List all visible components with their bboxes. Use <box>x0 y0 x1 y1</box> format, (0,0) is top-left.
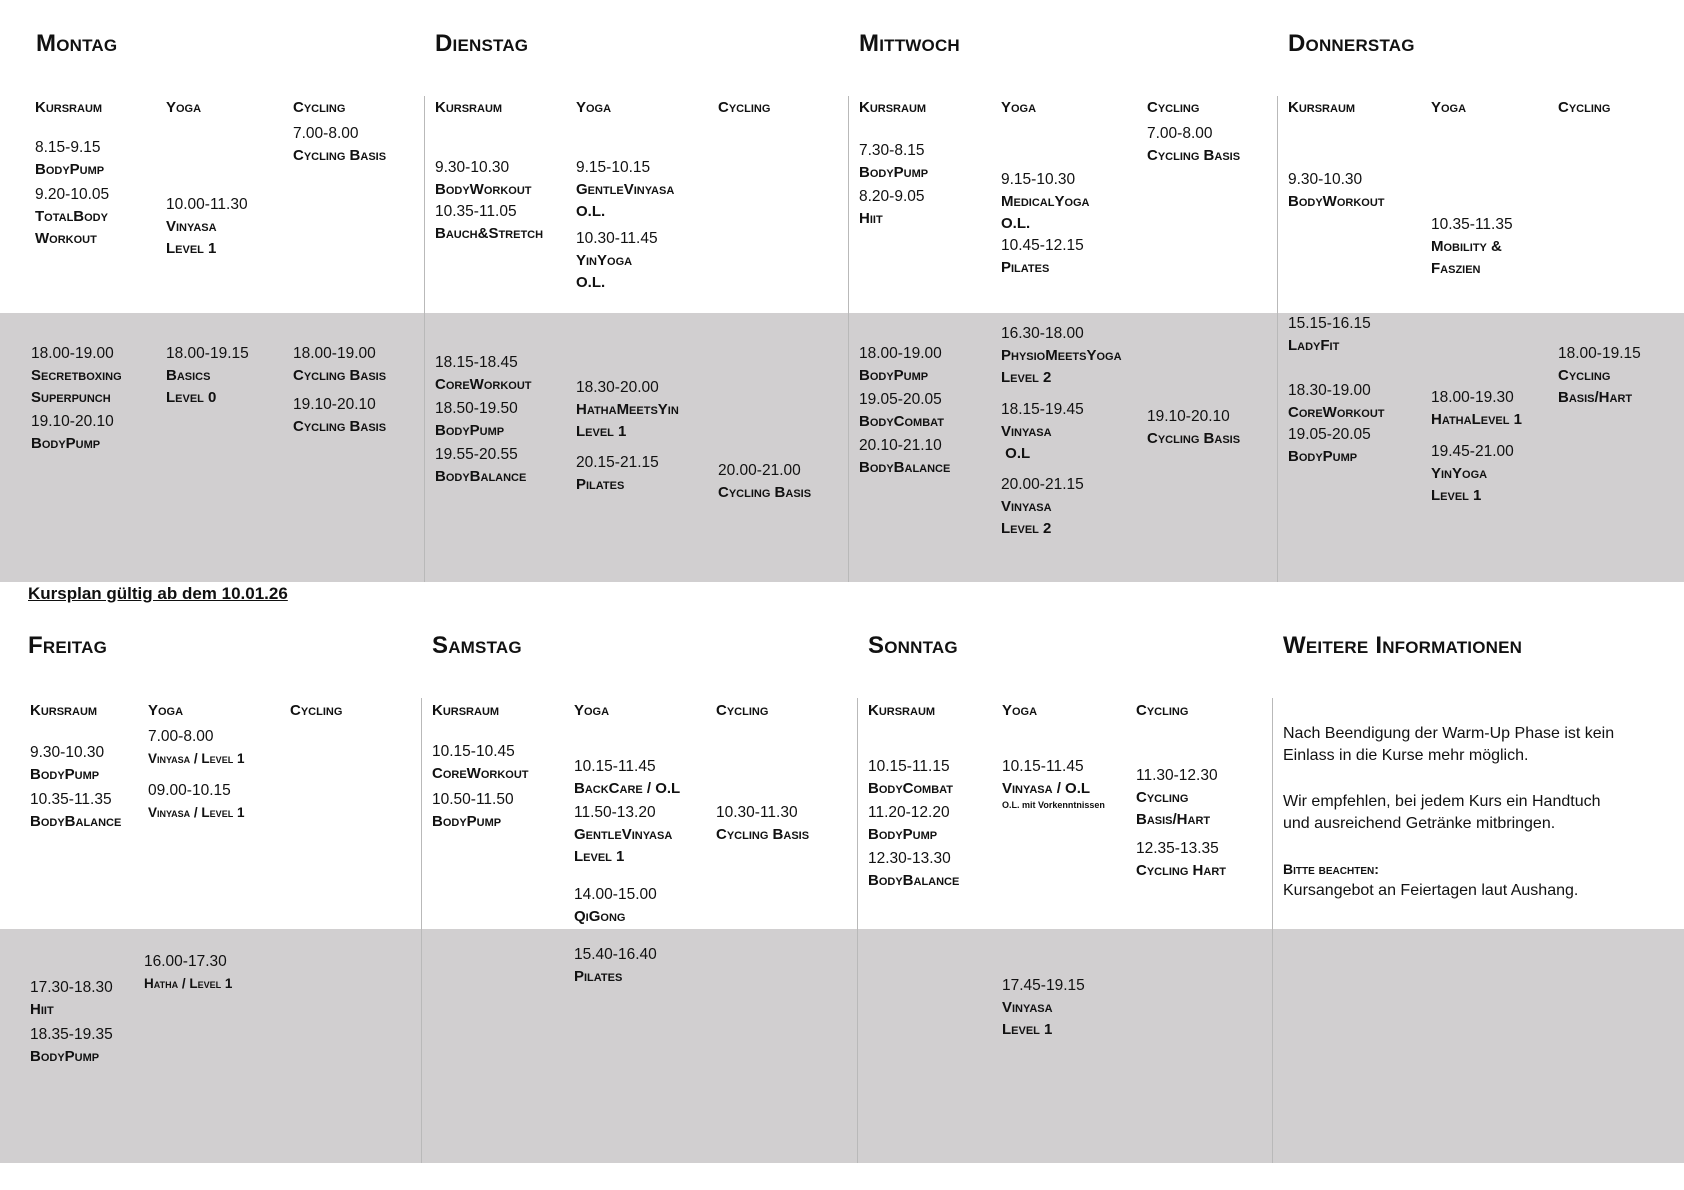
class-entry: 7.00-8.00 Cycling Basis <box>1147 125 1241 164</box>
column-header-kursraum: Kursraum <box>435 99 503 116</box>
class-entry: 10.35-11.05 Bauch&Stretch <box>435 203 544 242</box>
info-note-text: Kursangebot an Feiertagen laut Aushang. <box>1283 882 1579 899</box>
info-note-label: Bitte beachten: <box>1283 861 1379 877</box>
column-header-cycling: Cycling <box>718 99 771 116</box>
class-entry: 10.50-11.50 BodyPump <box>432 791 514 830</box>
class-entry: 18.15-19.45 Vinyasa O.L <box>1001 401 1084 462</box>
column-header-yoga: Yoga <box>1431 99 1467 116</box>
class-entry: 18.30-20.00 HathaMeetsYin Level 1 <box>576 379 679 440</box>
class-entry: 11.30-12.30 Cycling Basis/Hart <box>1136 767 1218 828</box>
class-entry: 7.00-8.00 Cycling Basis <box>293 125 387 164</box>
info-title: Weitere Informationen <box>1283 632 1523 659</box>
day-title-dienstag: Dienstag <box>435 30 529 57</box>
info-line: Wir empfehlen, bei jedem Kurs ein Handtuch <box>1283 793 1601 810</box>
day-title-mittwoch: Mittwoch <box>859 30 960 57</box>
column-header-kursraum: Kursraum <box>35 99 103 116</box>
class-entry: 8.15-9.15 BodyPump <box>35 139 105 178</box>
info-note <box>1283 858 1578 902</box>
class-entry: 19.10-20.10 Cycling Basis <box>1147 408 1241 447</box>
class-entry: 10.00-11.30 Vinyasa Level 1 <box>166 196 248 257</box>
class-entry: 9.20-10.05 TotalBody Workout <box>35 186 110 247</box>
day-title-freitag: Freitag <box>28 632 108 659</box>
class-entry: 15.15-16.15 LadyFit <box>1288 315 1371 354</box>
class-entry: 7.00-8.00 Vinyasa / Level 1 <box>148 728 245 766</box>
class-entry: 18.15-18.45 CoreWorkout <box>435 354 532 393</box>
class-entry: 19.10-20.10 BodyPump <box>31 413 114 452</box>
class-entry: 18.50-19.50 BodyPump <box>435 400 518 439</box>
class-entry: 18.00-19.30 HathaLevel 1 <box>1431 389 1522 428</box>
column-header-cycling: Cycling <box>1147 99 1200 116</box>
class-entry: 16.30-18.00 PhysioMeetsYoga Level 2 <box>1001 325 1122 386</box>
class-entry: 20.15-21.15 Pilates <box>576 454 659 493</box>
column-header-cycling: Cycling <box>1558 99 1611 116</box>
class-entry: 17.30-18.30 Hiit <box>30 979 113 1018</box>
column-header-kursraum: Kursraum <box>432 702 500 719</box>
class-entry: 20.00-21.00 Cycling Basis <box>718 462 812 501</box>
class-entry: 10.15-10.45 CoreWorkout <box>432 743 529 782</box>
class-entry: 9.15-10.15 GentleVinyasa O.L. <box>576 159 675 220</box>
class-entry: 18.00-19.00 Secretboxing Superpunch <box>31 345 122 406</box>
class-entry: 10.45-12.15 Pilates <box>1001 237 1084 276</box>
column-header-yoga: Yoga <box>166 99 202 116</box>
day-title-sonntag: Sonntag <box>868 632 958 659</box>
day-title-montag: Montag <box>36 30 118 57</box>
day-title-donnerstag: Donnerstag <box>1288 30 1415 57</box>
class-entry: 19.05-20.05 BodyPump <box>1288 426 1371 465</box>
class-entry: 10.35-11.35 BodyBalance <box>30 791 122 830</box>
info-paragraph-warmup <box>1283 723 1614 767</box>
class-entry: 9.15-10.30 MedicalYoga O.L. <box>1001 171 1090 232</box>
divider <box>421 698 422 1163</box>
class-entry: 11.20-12.20 BodyPump <box>868 804 950 843</box>
class-entry: 9.30-10.30 BodyWorkout <box>1288 171 1385 210</box>
class-entry: 12.35-13.35 Cycling Hart <box>1136 840 1226 879</box>
info-line: Einlass in die Kurse mehr möglich. <box>1283 747 1529 764</box>
divider <box>424 96 425 582</box>
column-header-yoga: Yoga <box>1001 99 1037 116</box>
info-line: und ausreichend Getränke mitbringen. <box>1283 815 1556 832</box>
info-paragraph-towel <box>1283 791 1601 835</box>
class-entry: 19.10-20.10 Cycling Basis <box>293 396 387 435</box>
class-entry: 9.30-10.30 BodyWorkout <box>435 159 532 198</box>
class-entry: 16.00-17.30 Hatha / Level 1 <box>144 953 233 991</box>
column-header-cycling: Cycling <box>293 99 346 116</box>
class-entry: 12.30-13.30 BodyBalance <box>868 850 960 889</box>
class-entry: 20.00-21.15 Vinyasa Level 2 <box>1001 476 1084 537</box>
class-entry: 17.45-19.15 Vinyasa Level 1 <box>1002 977 1085 1038</box>
divider <box>848 96 849 582</box>
class-entry: 10.15-11.45 BackCare / O.L <box>574 758 681 797</box>
class-entry: 19.55-20.55 BodyBalance <box>435 446 527 485</box>
column-header-cycling: Cycling <box>1136 702 1189 719</box>
column-header-kursraum: Kursraum <box>30 702 98 719</box>
validity-note: Kursplan gültig ab dem 10.01.26 <box>28 584 288 603</box>
column-header-yoga: Yoga <box>148 702 184 719</box>
divider <box>1277 96 1278 582</box>
class-entry: 09.00-10.15 Vinyasa / Level 1 <box>148 782 245 820</box>
class-entry: 11.50-13.20 GentleVinyasa Level 1 <box>574 804 673 865</box>
class-entry: 18.00-19.00 BodyPump <box>859 345 942 384</box>
divider <box>857 698 858 1163</box>
class-entry: 20.10-21.10 BodyBalance <box>859 437 951 476</box>
class-entry: 19.05-20.05 BodyCombat <box>859 391 945 430</box>
class-entry: 7.30-8.15 BodyPump <box>859 142 929 181</box>
class-entry: 10.15-11.45 Vinyasa / O.L O.L. mit Vorkenntnissen <box>1002 758 1105 810</box>
class-entry: 18.30-19.00 CoreWorkout <box>1288 382 1385 421</box>
divider <box>1272 698 1273 1163</box>
class-entry: 14.00-15.00 QiGong <box>574 886 657 925</box>
column-header-cycling: Cycling <box>290 702 343 719</box>
column-header-kursraum: Kursraum <box>868 702 936 719</box>
column-header-kursraum: Kursraum <box>1288 99 1356 116</box>
column-header-yoga: Yoga <box>1002 702 1038 719</box>
column-header-kursraum: Kursraum <box>859 99 927 116</box>
class-entry: 9.30-10.30 BodyPump <box>30 744 105 783</box>
class-entry: 18.00-19.15 Cycling Basis/Hart <box>1558 345 1641 406</box>
info-line: Nach Beendigung der Warm-Up Phase ist kein <box>1283 725 1615 742</box>
class-entry: 10.35-11.35 Mobility & Faszien <box>1431 216 1513 277</box>
day-title-samstag: Samstag <box>432 632 522 659</box>
class-entry: 18.35-19.35 BodyPump <box>30 1026 113 1065</box>
column-header-yoga: Yoga <box>576 99 612 116</box>
class-entry: 19.45-21.00 YinYoga Level 1 <box>1431 443 1514 504</box>
evening-band-bottom <box>0 929 1684 1163</box>
class-entry: 15.40-16.40 Pilates <box>574 946 657 985</box>
class-entry: 10.30-11.45 YinYoga O.L. <box>576 230 658 291</box>
class-entry: 18.00-19.15 Basics Level 0 <box>166 345 249 406</box>
column-header-yoga: Yoga <box>574 702 610 719</box>
class-entry: 10.15-11.15 BodyCombat <box>868 758 954 797</box>
column-header-cycling: Cycling <box>716 702 769 719</box>
class-entry: 18.00-19.00 Cycling Basis <box>293 345 387 384</box>
class-entry: 8.20-9.05 Hiit <box>859 188 925 227</box>
class-entry: 10.30-11.30 Cycling Basis <box>716 804 810 843</box>
